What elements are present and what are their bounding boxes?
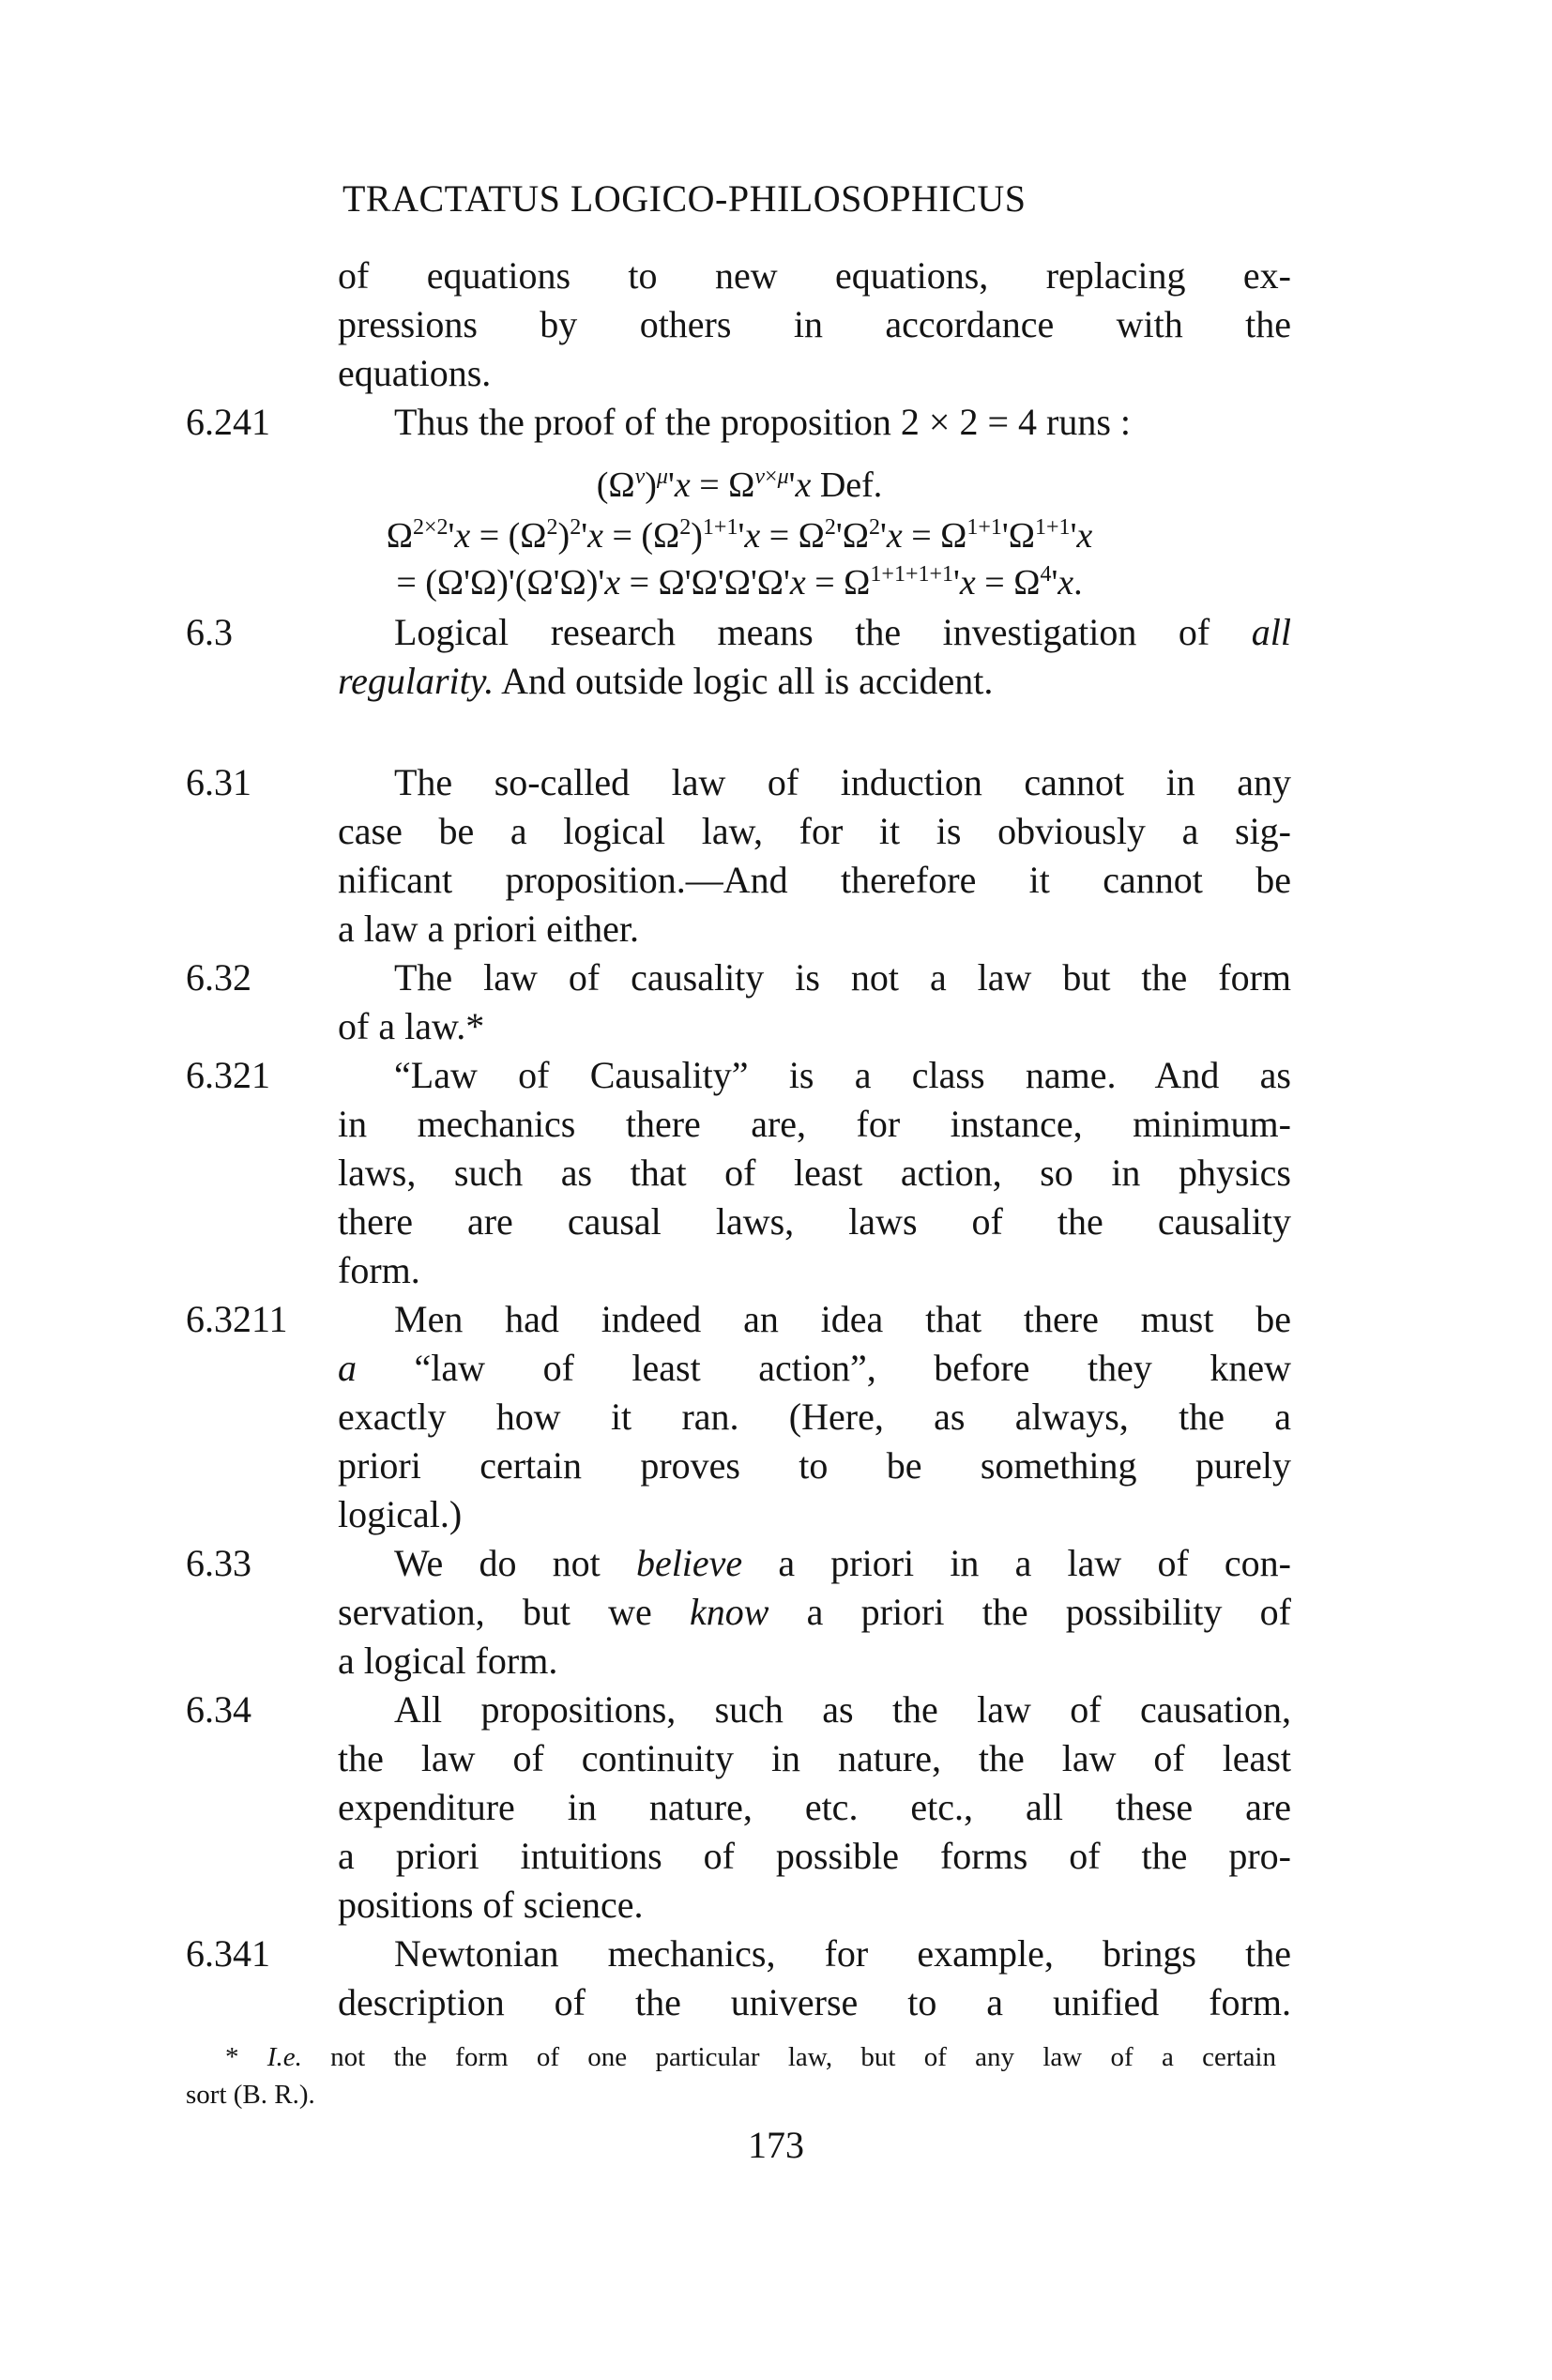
text-line: Thus the proof of the proposition 2 × 2 = 4 runs : bbox=[394, 401, 1132, 443]
text-line: pressions by others in accordance with the bbox=[338, 303, 1291, 345]
text-line: The law of causality is not a law but the form bbox=[394, 956, 1291, 999]
text-line: servation, but we know a priori the possibility of bbox=[338, 1591, 1292, 1633]
text-line: “Law of Causality” is a class name. And as bbox=[394, 1054, 1291, 1096]
text-line: a priori intuitions of possible forms of the pro- bbox=[338, 1835, 1291, 1877]
text-line: there are causal laws, laws of the causality bbox=[338, 1200, 1291, 1243]
text-line: Men had indeed an idea that there must be bbox=[394, 1298, 1291, 1340]
proposition-number: 6.34 bbox=[186, 1688, 251, 1731]
equation-line-2: = $(\Omega'\Omega)'(\Omega'\Omega)'x = \Omega'\Omega'\Omega'\Omega'x = \Omega^{1+1+1+1}'x = \Omega^4'x$. bbox=[396, 562, 1083, 603]
text-line: a logical form. bbox=[338, 1640, 558, 1682]
text-line: a law a priori either. bbox=[338, 908, 639, 950]
text-line: logical.) bbox=[338, 1493, 463, 1535]
text-line: the law of continuity in nature, the law of least bbox=[338, 1737, 1291, 1779]
running-header: TRACTATUS LOGICO-PHILOSOPHICUS bbox=[342, 177, 1027, 220]
text-line: Logical research means the investigation of all bbox=[394, 611, 1291, 653]
text-line: expenditure in nature, etc. etc., all these are bbox=[338, 1786, 1291, 1828]
text-line: priori certain proves to be something purely bbox=[338, 1444, 1291, 1487]
text-line: laws, such as that of least action, so in physics bbox=[338, 1152, 1291, 1194]
text-line: regularity. And outside logic all is accident. bbox=[338, 660, 994, 702]
text-line: The so-called law of induction cannot in any bbox=[394, 761, 1291, 803]
text-line: a “law of least action”, before they knew bbox=[338, 1347, 1291, 1389]
equation-definition: $(\Omega^\nu)^\mu'x = \Omega^{\nu\times\mu}'x$ Def. bbox=[596, 465, 883, 505]
proposition-number: 6.32 bbox=[186, 956, 251, 999]
proposition-number: 6.3211 bbox=[186, 1298, 288, 1340]
proposition-number: 6.241 bbox=[186, 401, 270, 443]
equation-line-1: $\Omega^{2\times 2}'x = (\Omega^2)^2'x = (\Omega^2)^{1+1}'x = \Omega^2'\Omega^2'x = \Omega^{1+1}'\Omega^{1+1}'x$ bbox=[386, 515, 1093, 556]
footnote-continuation: sort (B. R.). bbox=[186, 2080, 315, 2110]
text-line: Newtonian mechanics, for example, brings the bbox=[394, 1932, 1291, 1975]
text-line: form. bbox=[338, 1249, 420, 1291]
text-line: We do not believe a priori in a law of con- bbox=[394, 1542, 1292, 1584]
text-line: description of the universe to a unified form. bbox=[338, 1981, 1291, 2023]
text-line: of a law.* bbox=[338, 1005, 485, 1047]
proposition-number: 6.31 bbox=[186, 761, 251, 803]
proposition-number: 6.3 bbox=[186, 611, 233, 653]
text-line: case be a logical law, for it is obviously a sig- bbox=[338, 810, 1291, 852]
page-number: 173 bbox=[748, 2124, 804, 2166]
text-line: in mechanics there are, for instance, minimum- bbox=[338, 1103, 1291, 1145]
proposition-number: 6.33 bbox=[186, 1542, 251, 1584]
proposition-number: 6.341 bbox=[186, 1932, 270, 1975]
text-line: nificant proposition.—And therefore it cannot be bbox=[338, 859, 1291, 901]
text-line: positions of science. bbox=[338, 1884, 644, 1926]
text-line: equations. bbox=[338, 352, 492, 394]
text-line: of equations to new equations, replacing ex- bbox=[338, 254, 1291, 297]
text-line: All propositions, such as the law of causation, bbox=[394, 1688, 1291, 1731]
footnote: * I.e. not the form of one particular law, but of any law of a certain bbox=[225, 2042, 1276, 2072]
proposition-number: 6.321 bbox=[186, 1054, 270, 1096]
text-line: exactly how it ran. (Here, as always, the a bbox=[338, 1396, 1291, 1438]
